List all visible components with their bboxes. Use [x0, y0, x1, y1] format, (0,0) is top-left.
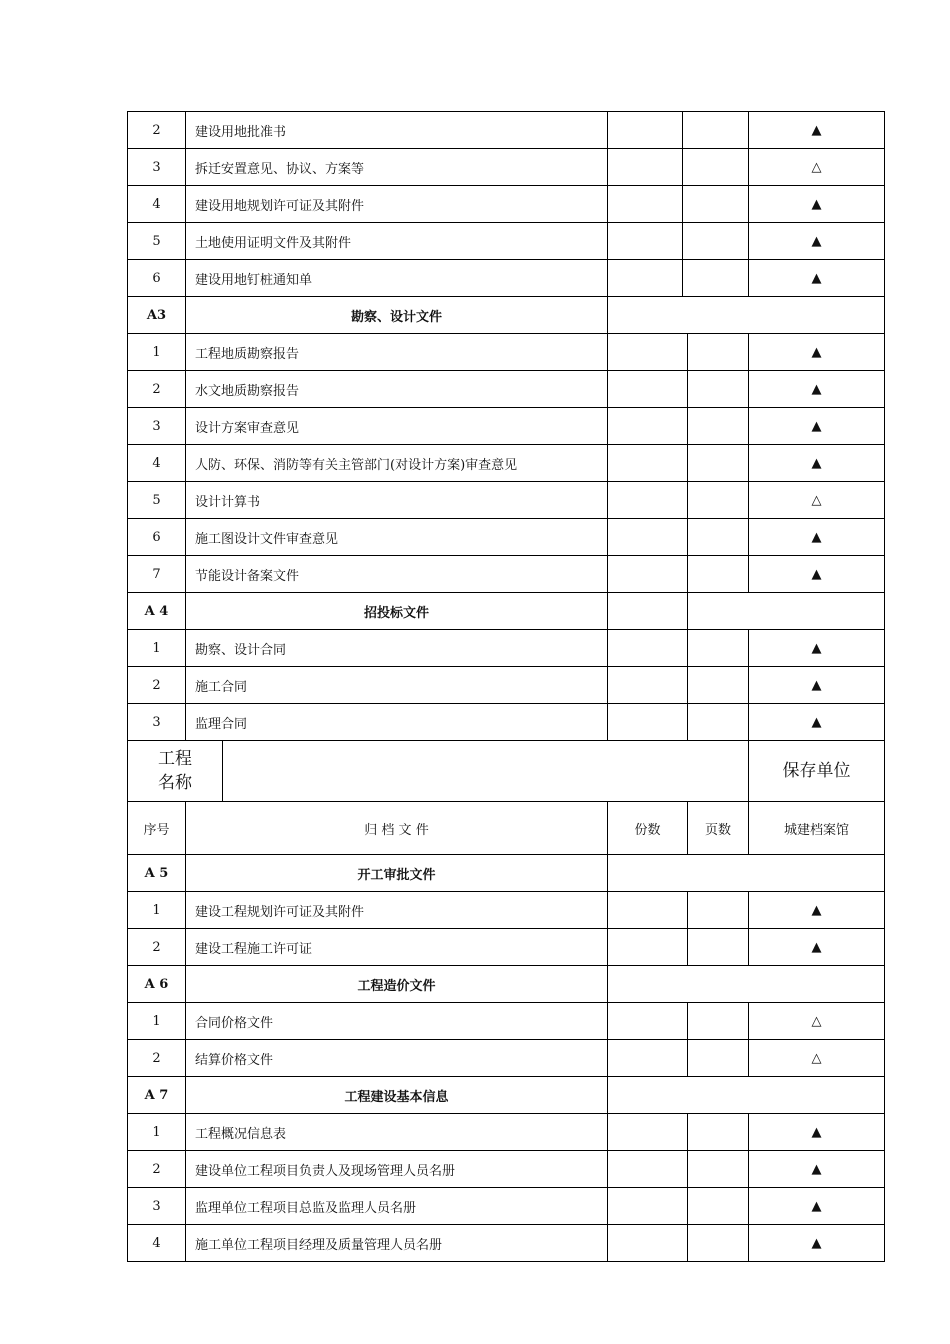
archive-mark-filled-triangle-icon: ▲	[749, 112, 885, 149]
copies-cell[interactable]	[608, 223, 683, 260]
row-number: 6	[128, 260, 186, 297]
table-row	[128, 892, 885, 929]
pages-cell[interactable]	[688, 1188, 749, 1225]
table-row	[128, 334, 885, 371]
archive-mark-filled-triangle-icon: ▲	[749, 519, 885, 556]
col-header-file: 归 档 文 件	[186, 802, 608, 855]
archive-file-table	[127, 111, 885, 1262]
pages-cell[interactable]	[683, 186, 749, 223]
file-name: 施工合同	[186, 667, 608, 704]
copies-cell[interactable]	[608, 445, 688, 482]
col-header-pages: 页数	[688, 802, 749, 855]
copies-cell[interactable]	[608, 149, 683, 186]
pages-cell[interactable]	[683, 149, 749, 186]
file-name: 监理合同	[186, 704, 608, 741]
archive-mark-hollow-triangle-icon: △	[749, 1040, 885, 1077]
archive-mark-filled-triangle-icon: ▲	[749, 223, 885, 260]
archive-mark-filled-triangle-icon: ▲	[749, 630, 885, 667]
table-row	[128, 929, 885, 966]
pages-cell[interactable]	[688, 519, 749, 556]
section-code: A 4	[128, 593, 186, 630]
pages-cell[interactable]	[688, 1114, 749, 1151]
copies-cell[interactable]	[608, 630, 688, 667]
archive-mark-filled-triangle-icon: ▲	[749, 186, 885, 223]
archive-mark-hollow-triangle-icon: △	[749, 149, 885, 186]
copies-cell[interactable]	[608, 1114, 688, 1151]
copies-cell[interactable]	[608, 408, 688, 445]
file-name: 建设用地钉桩通知单	[186, 260, 608, 297]
row-number: 2	[128, 929, 186, 966]
copies-cell[interactable]	[608, 371, 688, 408]
copies-cell[interactable]	[608, 519, 688, 556]
file-name: 设计计算书	[186, 482, 608, 519]
file-name: 节能设计备案文件	[186, 556, 608, 593]
section-title: 工程建设基本信息	[186, 1077, 608, 1114]
section-empty-cell	[608, 593, 688, 630]
project-name-label-line2: 名称	[158, 773, 192, 793]
section-header-row	[128, 966, 885, 1003]
table-row	[128, 1003, 885, 1040]
row-number: 1	[128, 1114, 186, 1151]
pages-cell[interactable]	[688, 556, 749, 593]
archive-mark-hollow-triangle-icon: △	[749, 482, 885, 519]
pages-cell[interactable]	[683, 112, 749, 149]
copies-cell[interactable]	[608, 704, 688, 741]
pages-cell[interactable]	[688, 667, 749, 704]
table-row	[128, 556, 885, 593]
archive-mark-filled-triangle-icon: ▲	[749, 260, 885, 297]
col-header-archive: 城建档案馆	[749, 802, 885, 855]
row-number: 4	[128, 186, 186, 223]
table-row	[128, 519, 885, 556]
section-title: 工程造价文件	[186, 966, 608, 1003]
file-name: 监理单位工程项目总监及监理人员名册	[186, 1188, 608, 1225]
row-number: 2	[128, 667, 186, 704]
pages-cell[interactable]	[688, 1003, 749, 1040]
archive-mark-filled-triangle-icon: ▲	[749, 1151, 885, 1188]
copies-cell[interactable]	[608, 929, 688, 966]
copies-cell[interactable]	[608, 1003, 688, 1040]
pages-cell[interactable]	[688, 704, 749, 741]
archive-mark-filled-triangle-icon: ▲	[749, 334, 885, 371]
file-name: 建设工程规划许可证及其附件	[186, 892, 608, 929]
table-row	[128, 223, 885, 260]
section-title: 开工审批文件	[186, 855, 608, 892]
row-number: 1	[128, 892, 186, 929]
section-empty-cell	[608, 1077, 885, 1114]
table-row	[128, 186, 885, 223]
table-row	[128, 667, 885, 704]
project-name-row	[128, 741, 885, 802]
table-row	[128, 149, 885, 186]
table-row	[128, 704, 885, 741]
pages-cell[interactable]	[688, 630, 749, 667]
row-number: 1	[128, 1003, 186, 1040]
row-number: 1	[128, 334, 186, 371]
table-row	[128, 371, 885, 408]
row-number: 3	[128, 408, 186, 445]
row-number: 5	[128, 223, 186, 260]
table-row	[128, 112, 885, 149]
section-title: 招投标文件	[186, 593, 608, 630]
pages-cell[interactable]	[688, 892, 749, 929]
section-empty-cell	[608, 297, 885, 334]
archive-mark-filled-triangle-icon: ▲	[749, 445, 885, 482]
file-name: 拆迁安置意见、协议、方案等	[186, 149, 608, 186]
file-name: 结算价格文件	[186, 1040, 608, 1077]
section-empty-cell	[608, 966, 885, 1003]
archive-mark-filled-triangle-icon: ▲	[749, 556, 885, 593]
archive-mark-hollow-triangle-icon: △	[749, 1003, 885, 1040]
col-header-no: 序号	[128, 802, 186, 855]
file-name: 建设单位工程项目负责人及现场管理人员名册	[186, 1151, 608, 1188]
archive-mark-filled-triangle-icon: ▲	[749, 704, 885, 741]
copies-cell[interactable]	[608, 1151, 688, 1188]
archive-mark-filled-triangle-icon: ▲	[749, 1114, 885, 1151]
table-row	[128, 630, 885, 667]
file-name: 水文地质勘察报告	[186, 371, 608, 408]
section-header-row	[128, 297, 885, 334]
table-row	[128, 1151, 885, 1188]
file-name: 人防、环保、消防等有关主管部门(对设计方案)审查意见	[186, 445, 608, 482]
pages-cell[interactable]	[683, 260, 749, 297]
copies-cell[interactable]	[608, 1040, 688, 1077]
project-name-value[interactable]	[223, 741, 749, 802]
row-number: 3	[128, 149, 186, 186]
archive-mark-filled-triangle-icon: ▲	[749, 1225, 885, 1262]
section-code: A 6	[128, 966, 186, 1003]
pages-cell[interactable]	[688, 334, 749, 371]
file-name: 建设用地规划许可证及其附件	[186, 186, 608, 223]
archive-mark-filled-triangle-icon: ▲	[749, 667, 885, 704]
table-row	[128, 1225, 885, 1262]
copies-cell[interactable]	[608, 667, 688, 704]
col-header-copies: 份数	[608, 802, 688, 855]
table-row	[128, 445, 885, 482]
row-number: 2	[128, 1151, 186, 1188]
copies-cell[interactable]	[608, 334, 688, 371]
section-empty-cell	[688, 593, 885, 630]
file-name: 建设工程施工许可证	[186, 929, 608, 966]
file-name: 工程地质勘察报告	[186, 334, 608, 371]
copies-cell[interactable]	[608, 260, 683, 297]
file-name: 合同价格文件	[186, 1003, 608, 1040]
row-number: 3	[128, 704, 186, 741]
row-number: 7	[128, 556, 186, 593]
section-empty-cell	[608, 855, 885, 892]
section-title: 勘察、设计文件	[186, 297, 608, 334]
pages-cell[interactable]	[688, 1151, 749, 1188]
archive-mark-filled-triangle-icon: ▲	[749, 1188, 885, 1225]
archive-mark-filled-triangle-icon: ▲	[749, 892, 885, 929]
table-row	[128, 482, 885, 519]
pages-cell[interactable]	[688, 482, 749, 519]
table-row	[128, 1114, 885, 1151]
row-number: 2	[128, 371, 186, 408]
file-name: 土地使用证明文件及其附件	[186, 223, 608, 260]
copies-cell[interactable]	[608, 112, 683, 149]
archive-mark-filled-triangle-icon: ▲	[749, 408, 885, 445]
copies-cell[interactable]	[608, 482, 688, 519]
copies-cell[interactable]	[608, 556, 688, 593]
pages-cell[interactable]	[688, 1040, 749, 1077]
row-number: 4	[128, 1225, 186, 1262]
pages-cell[interactable]	[688, 371, 749, 408]
section-header-row	[128, 855, 885, 892]
copies-cell[interactable]	[608, 186, 683, 223]
file-name: 工程概况信息表	[186, 1114, 608, 1151]
copies-cell[interactable]	[608, 892, 688, 929]
storage-unit-label: 保存单位	[749, 741, 885, 802]
pages-cell[interactable]	[683, 223, 749, 260]
file-name: 勘察、设计合同	[186, 630, 608, 667]
section-code: A 5	[128, 855, 186, 892]
table-row	[128, 260, 885, 297]
pages-cell[interactable]	[688, 408, 749, 445]
section-code: A3	[128, 297, 186, 334]
row-number: 2	[128, 112, 186, 149]
row-number: 3	[128, 1188, 186, 1225]
pages-cell[interactable]	[688, 445, 749, 482]
archive-mark-filled-triangle-icon: ▲	[749, 371, 885, 408]
file-name: 施工单位工程项目经理及质量管理人员名册	[186, 1225, 608, 1262]
file-name: 设计方案审查意见	[186, 408, 608, 445]
copies-cell[interactable]	[608, 1188, 688, 1225]
row-number: 1	[128, 630, 186, 667]
project-name-label-line1: 工程	[158, 749, 192, 769]
row-number: 4	[128, 445, 186, 482]
row-number: 5	[128, 482, 186, 519]
table-row	[128, 408, 885, 445]
column-header-row	[128, 802, 885, 855]
row-number: 6	[128, 519, 186, 556]
archive-mark-filled-triangle-icon: ▲	[749, 929, 885, 966]
file-name: 施工图设计文件审查意见	[186, 519, 608, 556]
table-row	[128, 1040, 885, 1077]
section-header-row	[128, 593, 885, 630]
section-header-row	[128, 1077, 885, 1114]
project-name-label	[128, 741, 223, 802]
copies-cell[interactable]	[608, 1225, 688, 1262]
pages-cell[interactable]	[688, 929, 749, 966]
file-name: 建设用地批准书	[186, 112, 608, 149]
pages-cell[interactable]	[688, 1225, 749, 1262]
row-number: 2	[128, 1040, 186, 1077]
table-row	[128, 1188, 885, 1225]
section-code: A 7	[128, 1077, 186, 1114]
